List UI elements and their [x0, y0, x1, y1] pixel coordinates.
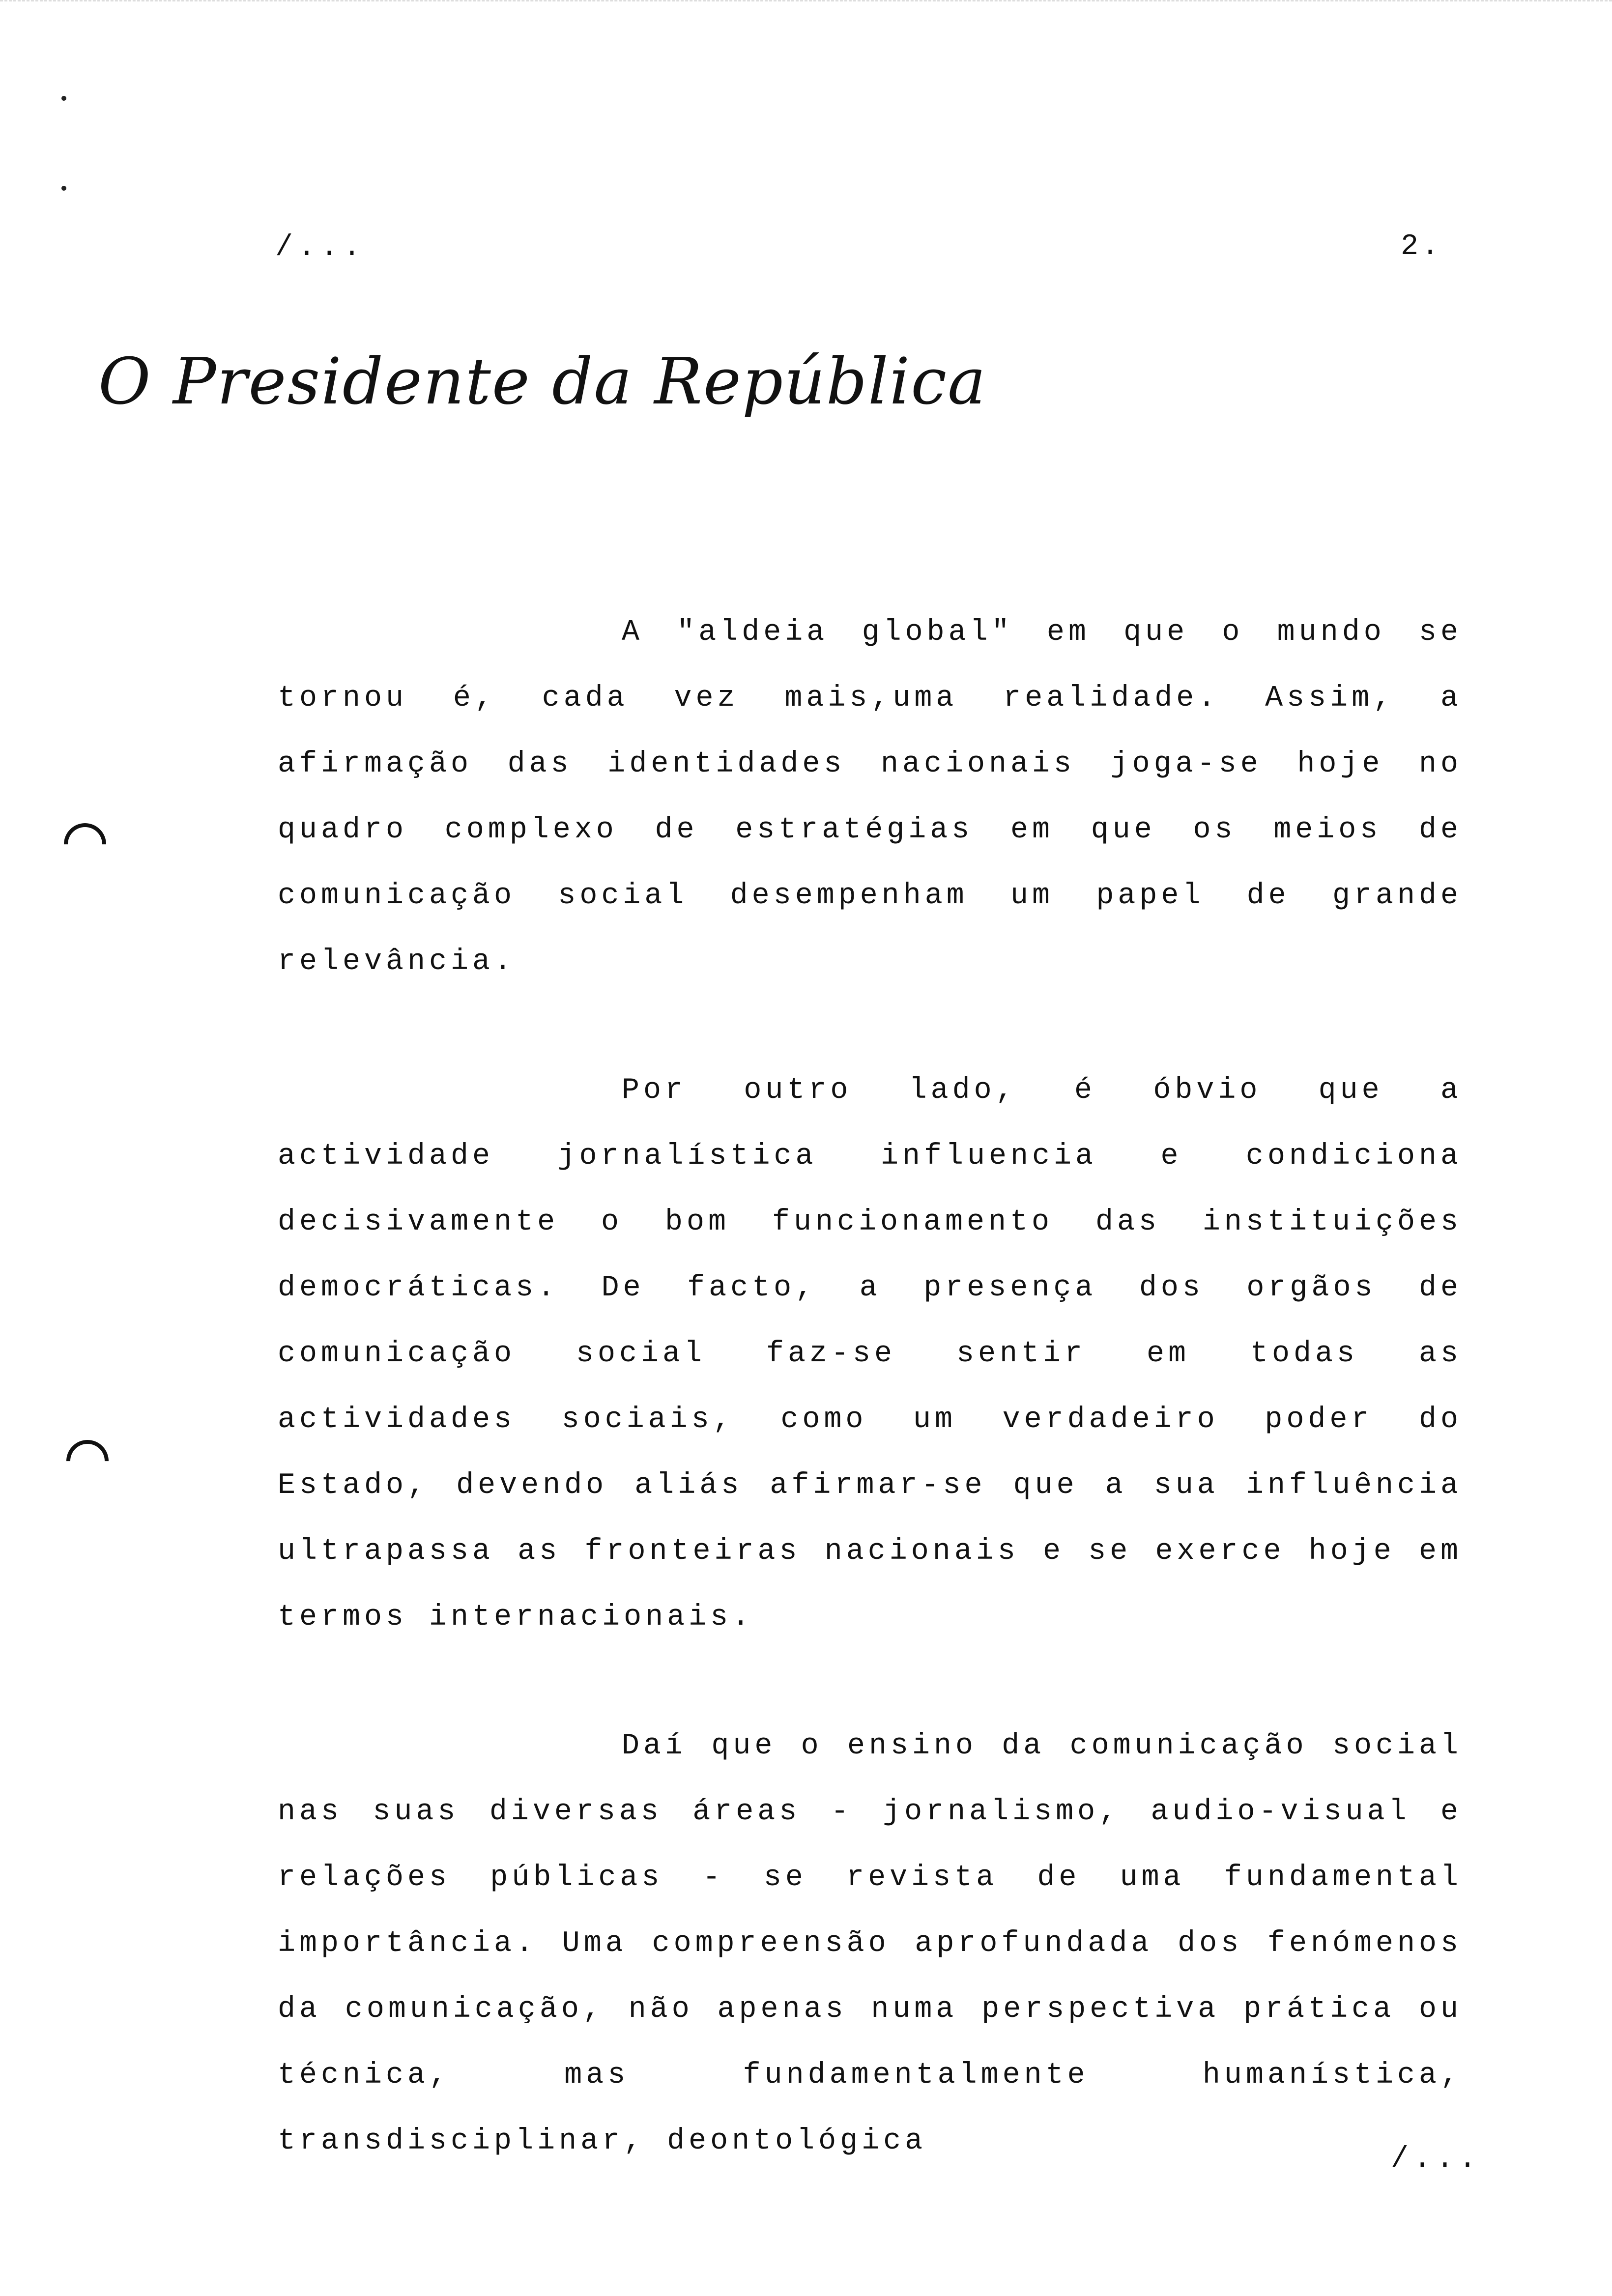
punch-hole-mark: [58, 1431, 117, 1491]
margin-dot: [61, 186, 66, 191]
continuation-mark-top: /...: [275, 231, 366, 264]
letterhead-title: O Presidente da República: [98, 344, 987, 419]
page-number: 2.: [1401, 230, 1442, 263]
punch-hole-mark: [55, 814, 115, 874]
paragraph: A "aldeia global" em que o mundo se tornou é, cada vez mais,uma realidade. Assim, a afirmação das identidades nacionais joga-se hoje no quadro complexo de estratégias em que os meios de comunicação social desempenham um papel de grande relevância.: [278, 616, 1462, 978]
paragraph: Daí que o ensino da comunicação social nas suas diversas áreas - jornalismo, audio-visual e relações públicas - se revista de uma fundamental importância. Uma compreensão aprofundada dos fenómenos da comunicação, não apenas numa perspectiva prática ou técnica, mas fundamentalmente humanística, transdisciplinar, deontológica: [278, 1729, 1462, 2158]
continuation-mark-bottom: /...: [1391, 2143, 1482, 2176]
document-body: [278, 600, 1462, 2174]
paragraph: Por outro lado, é óbvio que a actividade jornalística influencia e condiciona decisivamente o bom funcionamento das instituições democráticas. De facto, a presença dos orgãos de comunicação social faz-se sentir em todas as actividades sociais, como um verdadeiro poder do Estado, devendo aliás afirmar-se que a sua influência ultrapassa as fronteiras nacionais e se exerce hoje em termos internacionais.: [278, 1074, 1462, 1634]
top-scan-edge: [0, 0, 1612, 6]
margin-dot: [61, 96, 66, 101]
